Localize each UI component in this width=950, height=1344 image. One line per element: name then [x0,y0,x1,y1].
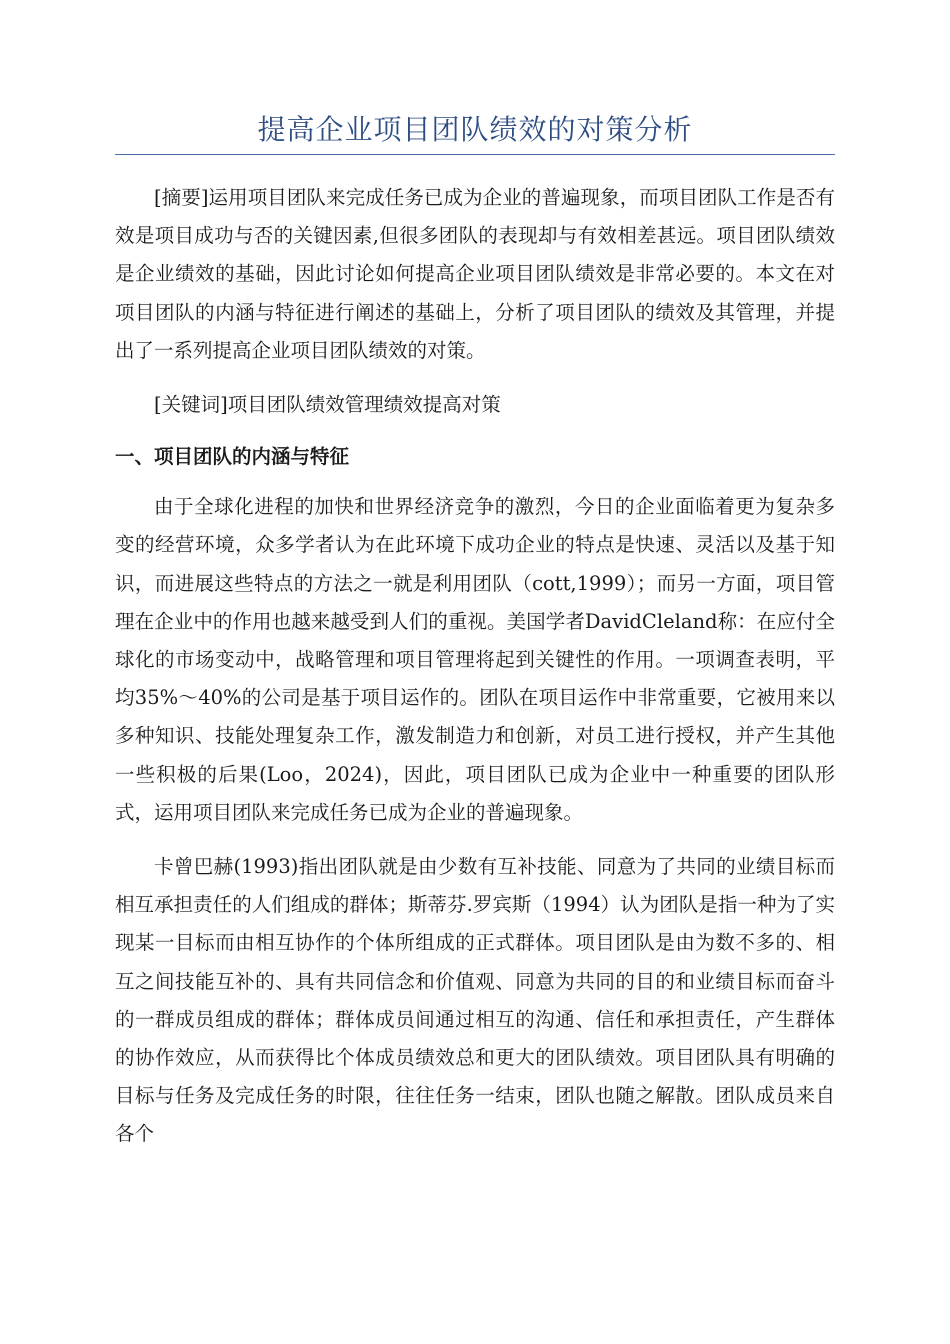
body-paragraph: 卡曾巴赫(1993)指出团队就是由少数有互补技能、同意为了共同的业绩目标而相互承担责任的人们组成的群体；斯蒂芬.罗宾斯（1994）认为团队是指一种为了实现某一目标而由相互协作的个体所组成的正式群体。项目团队是由为数不多的、相互之间技能互补的、具有共同信念和价值观、同意为共同的目的和业绩目标而奋斗的一群成员组成的群体；群体成员间通过相互的沟通、信任和承担责任，产生群体的协作效应，从而获得比个体成员绩效总和更大的团队绩效。项目团队具有明确的目标与任务及完成任务的时限，往往任务一结束，团队也随之解散。团队成员来自各个 [115,855,835,1146]
document-title: 提高企业项目团队绩效的对策分析 [115,0,835,155]
section-heading: 一、项目团队的内涵与特征 [115,445,350,469]
body-paragraph: 由于全球化进程的加快和世界经济竞争的激烈，今日的企业面临着更为复杂多变的经营环境，众多学者认为在此环境下成功企业的特点是快速、灵活以及基于知识，而进展这些特点的方法之一就是利用团队（cott,1999）；而另一方面，项目管理在企业中的作用也越来越受到人们的重视。美国学者DavidCleland称：在应付全球化的市场变动中，战略管理和项目管理将起到关键性的作用。一项调查表明，平均35%～40%的公司是基于项目运作的。团队在项目运作中非常重要，它被用来以多种知识、技能处理复杂工作，激发制造力和创新，对员工进行授权，并产生其他一些积极的后果(Loo，2024)，因此，项目团队已成为企业中一种重要的团队形式，运用项目团队来完成任务已成为企业的普遍现象。 [115,495,835,824]
keywords-line: [关键词]项目团队绩效管理绩效提高对策 [154,393,501,417]
abstract-paragraph: [摘要]运用项目团队来完成任务已成为企业的普遍现象，而项目团队工作是否有效是项目成功与否的关键因素,但很多团队的表现却与有效相差甚远。项目团队绩效是企业绩效的基础，因此讨论如何提高企业项目团队绩效是非常必要的。本文在对项目团队的内涵与特征进行阐述的基础上，分析了项目团队的绩效及其管理，并提出了一系列提高企业项目团队绩效的对策。 [115,186,835,362]
document-page [115,0,835,1154]
